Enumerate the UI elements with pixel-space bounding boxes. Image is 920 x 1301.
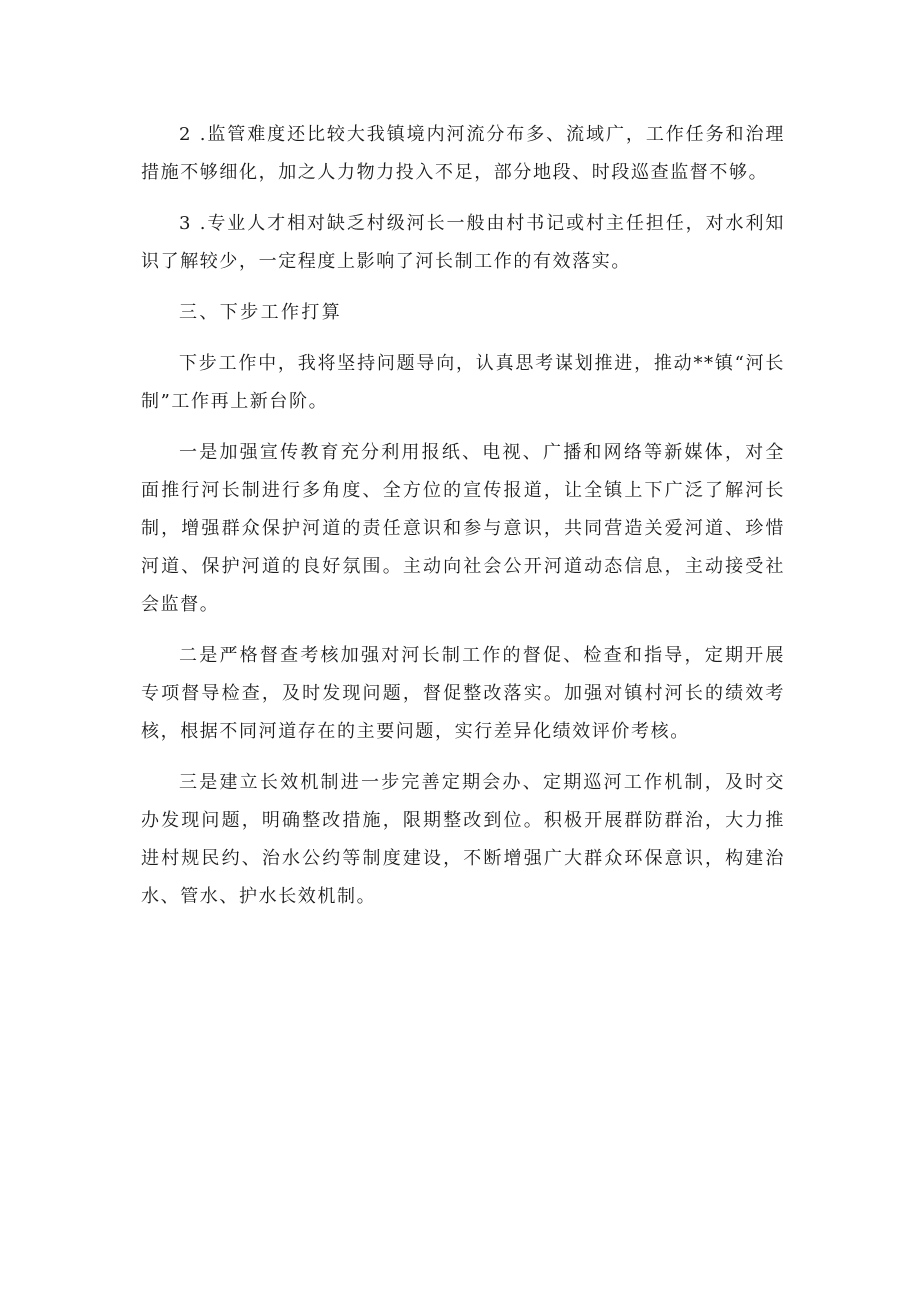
paragraph-next-steps-intro: 下步工作中，我将坚持问题导向，认真思考谋划推进，推动**镇“河长制”工作再上新台阶。 bbox=[141, 353, 785, 412]
paragraph-item-2: 2 .监管难度还比较大我镇境内河流分布多、流域广，工作任务和治理措施不够细化，加之人力物力投入不足，部分地段、时段巡查监督不够。 bbox=[141, 124, 785, 183]
paragraph-item-3: 3 .专业人才相对缺乏村级河长一般由村书记或村主任担任，对水利知识了解较少，一定程度上影响了河长制工作的有效落实。 bbox=[141, 213, 785, 272]
paragraph-long-term-mechanism: 三是建立长效机制进一步完善定期会办、定期巡河工作机制，及时交办发现问题，明确整改措施，限期整改到位。积极开展群防群治，大力推进村规民约、治水公约等制度建设，不断增强广大群众环保意识，构建治水、管水、护水长效机制。 bbox=[141, 772, 785, 907]
section-heading-next-steps: 三、下步工作打算 bbox=[179, 302, 343, 323]
paragraph-supervision-assessment: 二是严格督查考核加强对河长制工作的督促、检查和指导，定期开展专项督导检查，及时发现问题，督促整改落实。加强对镇村河长的绩效考核，根据不同河道存在的主要问题，实行差异化绩效评价考核。 bbox=[141, 645, 785, 742]
document-body bbox=[141, 116, 785, 929]
paragraph-publicity-education: 一是加强宣传教育充分利用报纸、电视、广播和网络等新媒体，对全面推行河长制进行多角度、全方位的宣传报道，让全镇上下广泛了解河长制，增强群众保护河道的责任意识和参与意识，共同营造关爱河道、珍惜河道、保护河道的良好氛围。主动向社会公开河道动态信息，主动接受社会监督。 bbox=[141, 442, 785, 615]
